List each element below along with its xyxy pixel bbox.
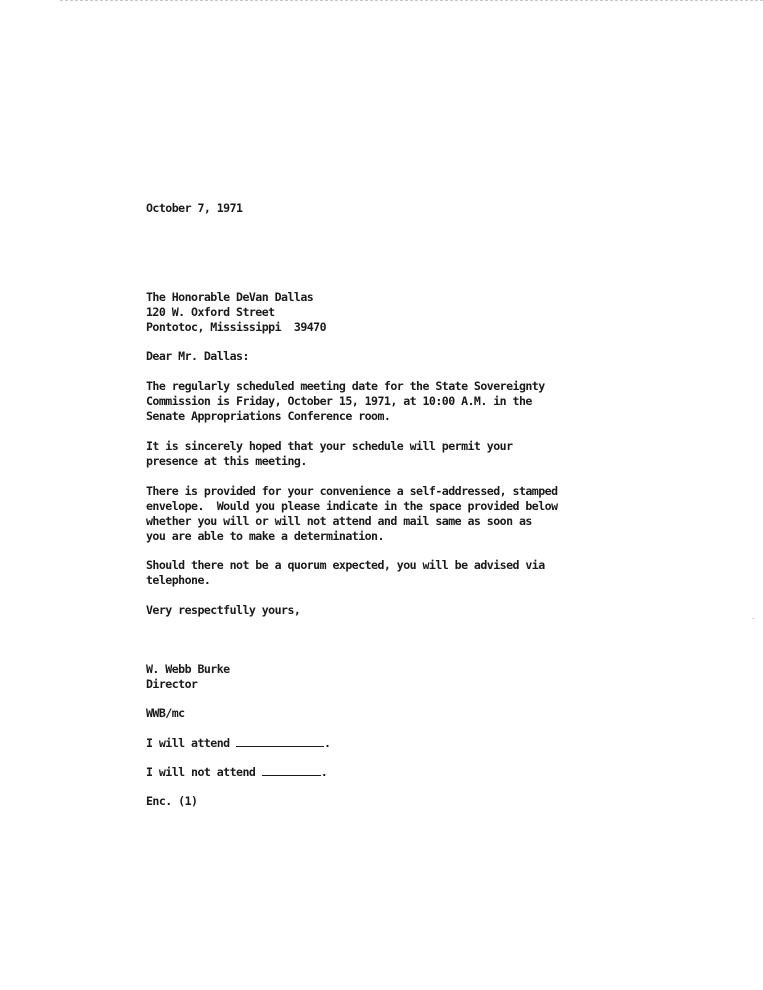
attend-label: I will attend [146,736,230,750]
attend-blank [236,736,324,747]
paragraph-3-line-3: whether you will or will not attend and mail same as soon as [146,514,532,528]
paragraph-3-line-2: envelope. Would you please indicate in the space provided below [146,499,558,513]
signer-title: Director [146,677,198,691]
attend-line-period: . [324,736,331,750]
letter-date: October 7, 1971 [146,201,243,215]
paragraph-3-line-1: There is provided for your convenience a self-addressed, stamped [146,484,558,498]
signer-name: W. Webb Burke [146,662,230,676]
recipient-name: The Honorable DeVan Dallas [146,290,314,304]
not-attend-line-period: . [320,765,328,779]
paragraph-1-line-1: The regularly scheduled meeting date for the State Sovereignty [146,379,545,393]
paragraph-1-line-2: Commission is Friday, October 15, 1971, at 10:00 A.M. in the [146,394,532,408]
not-attend-label: I will not attend [146,765,256,779]
typist-initials: WWB/mc [146,706,185,720]
not-attend-line [146,765,327,780]
recipient-city-state-zip: Pontotoc, Mississippi 39470 [146,320,327,334]
scan-speck [752,618,755,619]
not-attend-blank [262,765,321,776]
page-top-edge [60,0,763,1]
enclosure-note: Enc. (1) [146,794,198,808]
recipient-street: 120 W. Oxford Street [146,305,275,319]
closing: Very respectfully yours, [146,603,301,617]
paragraph-4-line-2: telephone. [146,573,211,587]
paragraph-4-line-1: Should there not be a quorum expected, you will be advised via [146,558,545,572]
paragraph-3-line-4: you are able to make a determination. [146,529,384,543]
paragraph-2-line-2: presence at this meeting. [146,454,307,468]
paragraph-1-line-3: Senate Appropriations Conference room. [146,409,391,423]
salutation: Dear Mr. Dallas: [146,349,249,363]
paragraph-2-line-1: It is sincerely hoped that your schedule will permit your [146,439,513,453]
attend-line [146,736,330,751]
